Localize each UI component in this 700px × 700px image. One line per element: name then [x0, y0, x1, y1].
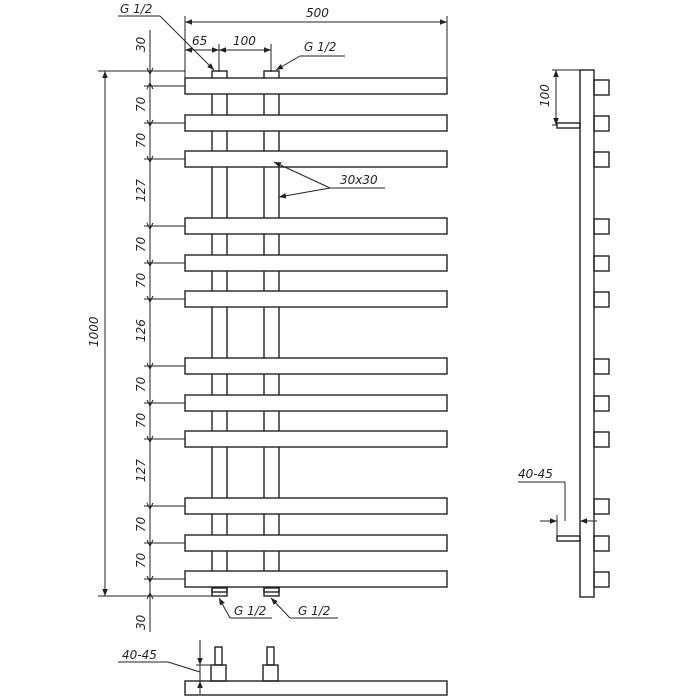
vdim-12: 70 [134, 552, 148, 568]
vdim-8: 70 [134, 376, 148, 392]
vdim-2: 70 [134, 96, 148, 112]
horizontal-bars [185, 78, 447, 587]
vdim-10: 127 [134, 459, 148, 482]
front-view [87, 2, 447, 632]
thread-top-right-label: G 1/2 [304, 40, 337, 54]
vdim-9: 70 [134, 412, 148, 428]
side-top-bracket [557, 123, 580, 128]
pipe-spacing-label: 100 [233, 34, 256, 48]
vdim-6: 70 [134, 272, 148, 288]
bar-8 [185, 395, 447, 411]
thread-top-left-label: G 1/2 [120, 2, 153, 16]
width-label: 500 [306, 6, 329, 20]
pipe-position-dimensions [185, 34, 271, 72]
bar-10 [185, 498, 447, 514]
bottom-left-thread [215, 647, 222, 665]
pipe-offset-label: 65 [192, 34, 208, 48]
tube-profile-label: 30x30 [340, 173, 378, 187]
bar-9 [185, 431, 447, 447]
vdim-1: 30 [134, 36, 148, 52]
vdim-3: 70 [134, 132, 148, 148]
bottom-thread-callouts [219, 598, 338, 618]
height-label: 1000 [87, 316, 101, 347]
bottom-bar [185, 681, 447, 695]
side-pipe [580, 70, 594, 597]
bottom-wall-gap-label: 40-45 [122, 648, 157, 662]
vertical-chain-dimensions [134, 30, 185, 632]
side-top-dim-label: 100 [538, 84, 552, 107]
bar-11 [185, 535, 447, 551]
vdim-11: 70 [134, 516, 148, 532]
side-bar-stubs [594, 80, 609, 587]
vdim-4: 127 [134, 179, 148, 202]
bottom-right-thread [267, 647, 274, 665]
bar-12 [185, 571, 447, 587]
vdim-7: 126 [134, 319, 148, 342]
side-view [518, 70, 609, 597]
vdim-13: 30 [134, 614, 148, 630]
bar-5 [185, 255, 447, 271]
thread-bottom-left-label: G 1/2 [234, 604, 267, 618]
bar-6 [185, 291, 447, 307]
bottom-right-connector [263, 665, 278, 681]
bar-4 [185, 218, 447, 234]
bar-3 [185, 151, 447, 167]
bar-2 [185, 115, 447, 131]
bottom-left-connector [211, 665, 226, 681]
side-wall-gap-label: 40-45 [518, 467, 553, 481]
bar-1 [185, 78, 447, 94]
bottom-view [118, 640, 447, 695]
side-bottom-bracket [557, 536, 580, 541]
vdim-5: 70 [134, 236, 148, 252]
bar-7 [185, 358, 447, 374]
thread-bottom-right-label: G 1/2 [298, 604, 331, 618]
